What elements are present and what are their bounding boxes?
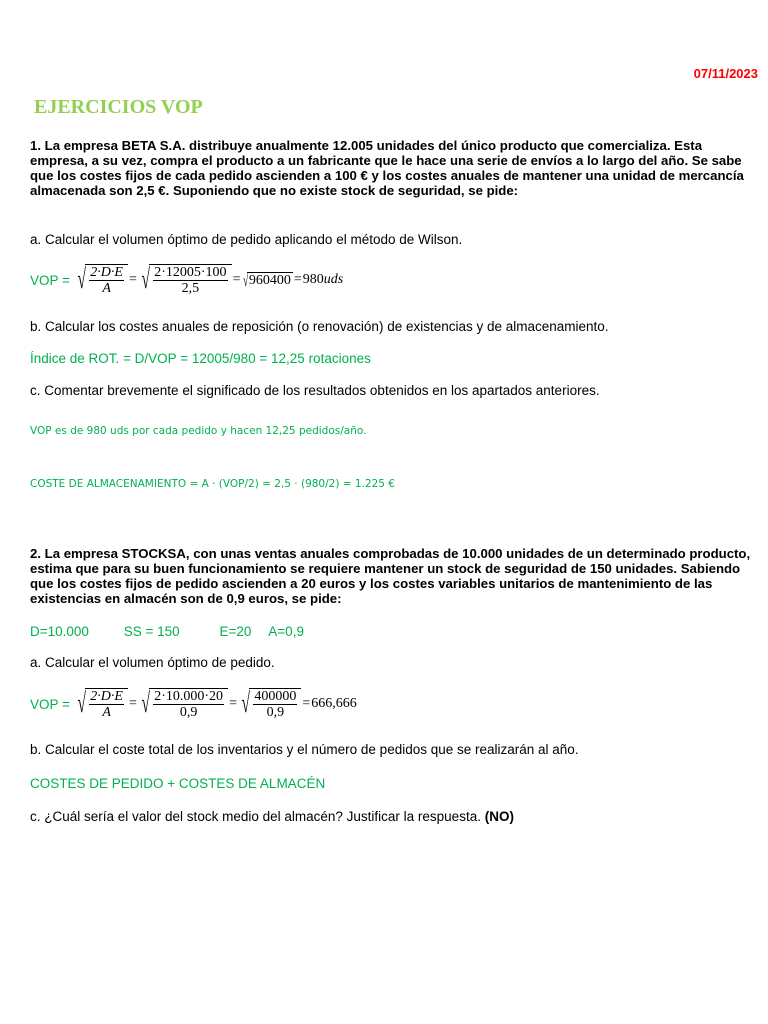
- radical-sign: √: [77, 264, 86, 295]
- given-e: E=20: [219, 624, 252, 639]
- exercise-2-formula: [30, 688, 760, 720]
- formula-math: √ $\frac{2\cdot D\cdot E}{A}$ = √ $\frac{2\cdot 12005\cdot 100}{2,5}$ = √ 960400 = 980 uds: [74, 264, 343, 296]
- exercise-2-text: La empresa STOCKSA, con unas ventas anuales comprobadas de 10.000 unidades de un determinado producto, estima que para su buen funcionamiento se requiere mantener un stock de seguridad de 150 unidades. Sabiendo que los costes fijos de pedido ascienden a 20 euros y los costes variables unitarios de mantenimiento de las existencias en almacén son de 0,9 euros, se pide:: [30, 546, 751, 606]
- fraction-denominator: A: [102, 705, 111, 720]
- fraction-numerator: 400000: [254, 689, 297, 704]
- sqrt-2: [138, 688, 228, 720]
- exercise-1-part-c-answer: VOP es de 980 uds por cada pedido y hacen 12,25 pedidos/año.: [30, 425, 367, 437]
- exercise-2-part-b: b. Calcular el coste total de los inventarios y el número de pedidos que se realizarán al año.: [30, 742, 579, 757]
- radical-sign: √: [243, 270, 249, 290]
- exercise-2-part-a: a. Calcular el volumen óptimo de pedido.: [30, 655, 275, 670]
- fraction-denominator: 2,5: [181, 281, 200, 296]
- fraction-numerator: 2·D·E: [90, 689, 123, 704]
- radical-sign: √: [141, 688, 150, 719]
- exercise-2-part-c: [30, 809, 760, 824]
- exercise-1-part-b-answer: Índice de ROT. = D/VOP = 12005/980 = 12,25 rotaciones: [30, 351, 371, 366]
- exercise-2-part-c-text: c. ¿Cuál sería el valor del stock medio del almacén? Justificar la respuesta.: [30, 809, 481, 824]
- formula-math: √ $\frac{2\cdot D\cdot E}{A}$ = √ $\frac{2\cdot 10.000\cdot 20}{0,9}$ = √ $\frac{400000}{0,9}$ = 666,666: [74, 688, 357, 720]
- given-d: D=10.000: [30, 624, 89, 639]
- fraction-numerator: 2·10.000·20: [154, 689, 224, 704]
- given-a: A=0,9: [268, 624, 304, 639]
- exercise-1-storage-cost: COSTE DE ALMACENAMIENTO = A · (VOP/2) = 2,5 · (980/2) = 1.225 €: [30, 478, 395, 490]
- formula-label: VOP =: [30, 272, 70, 288]
- fraction-numerator: 2·D·E: [90, 265, 123, 280]
- exercise-2-part-b-answer: COSTES DE PEDIDO + COSTES DE ALMACÉN: [30, 776, 326, 791]
- sqrt-3: [238, 688, 301, 720]
- exercise-2-part-c-note: (NO): [484, 809, 514, 824]
- fraction-denominator: 0,9: [266, 705, 285, 720]
- sqrt-1: [74, 688, 128, 720]
- radicand: 960400: [248, 272, 291, 288]
- exercise-1-part-c: c. Comentar brevemente el significado de los resultados obtenidos en los apartados anteriores.: [30, 383, 600, 398]
- exercise-1-part-b: b. Calcular los costes anuales de reposición (o renovación) de existencias y de almacenamiento.: [30, 319, 609, 334]
- radical-sign: √: [141, 264, 150, 295]
- exercise-1-text: La empresa BETA S.A. distribuye anualmente 12.005 unidades del único producto que comercializa. Esta empresa, a su vez, compra el producto a un fabricante que le hace una serie de envíos a lo largo del año. Se sabe que los costes fijos de cada pedido ascienden a 100 € y los costes anuales de mantener una unidad de mercancía almacenada son 2,5 €. Suponiendo que no existe stock de seguridad, se pide:: [30, 138, 744, 198]
- fraction-denominator: A: [102, 281, 111, 296]
- exercise-1-part-a: a. Calcular el volumen óptimo de pedido aplicando el método de Wilson.: [30, 232, 463, 247]
- fraction-numerator: 2·12005·100: [154, 265, 227, 280]
- page-title: EJERCICIOS VOP: [34, 96, 203, 118]
- exercise-2-statement: [30, 546, 760, 606]
- radical-sign: √: [77, 688, 86, 719]
- exercise-1-statement: [30, 138, 760, 198]
- document-date: 07/11/2023: [693, 66, 758, 81]
- exercise-1-number: 1.: [30, 138, 41, 153]
- formula-result: 666,666: [311, 696, 357, 711]
- exercise-1-formula: [30, 264, 760, 296]
- formula-result: 980: [302, 272, 324, 287]
- sqrt-3: [241, 272, 292, 289]
- exercise-2-number: 2.: [30, 546, 41, 561]
- exercise-2-givens: [30, 624, 760, 639]
- given-ss: SS = 150: [123, 624, 180, 639]
- fraction-denominator: 0,9: [179, 705, 198, 720]
- formula-label: VOP =: [30, 696, 70, 712]
- sqrt-2: [138, 264, 232, 296]
- formula-unit: uds: [323, 272, 344, 287]
- radical-sign: √: [241, 688, 250, 719]
- sqrt-1: [74, 264, 128, 296]
